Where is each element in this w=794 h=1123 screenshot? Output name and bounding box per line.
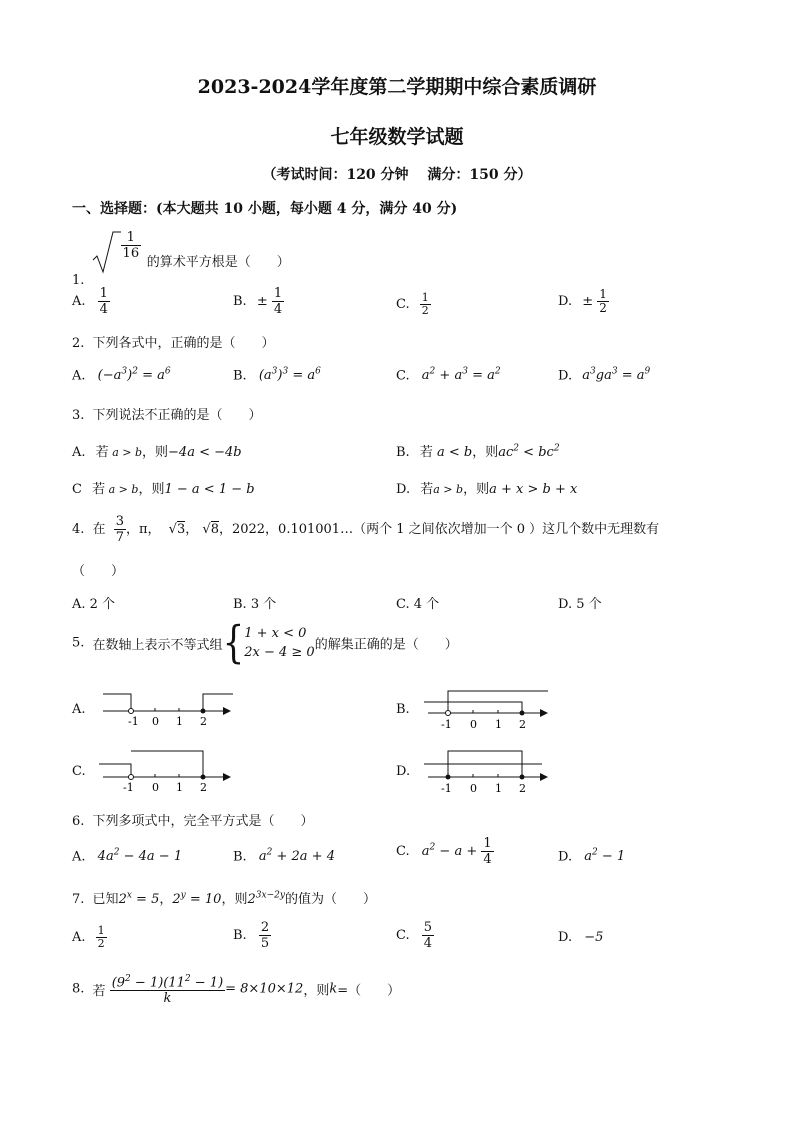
question-4: 4. 在 $\frac{3}{7}$ ，π， √3， √8，2022，0.101001…（两个 1 之间依次增加一个 0 ）这几个数中无理数有 (72, 514, 660, 545)
tick-label: 0 (152, 781, 159, 794)
q5-option-c-label[interactable]: C. (72, 764, 86, 779)
q2-option-b[interactable]: B. $(a^3)^3 = a^6$ (233, 367, 321, 384)
q2-option-a[interactable]: A. $(-a^3)^2 = a^6$ (72, 367, 171, 384)
question-5: 5. 在数轴上表示不等式组{1 + x < 0 2x − 4 ≥ 0的解集正确的是（ ） (72, 617, 458, 669)
q6-option-c[interactable]: C. $a^2 - a$ + $\frac{1}{4}$ (396, 836, 492, 867)
question-2: 2. 下列各式中，正确的是（ ） (72, 336, 275, 351)
q1-option-a[interactable]: A. $\frac{1}{4}$ (72, 286, 108, 317)
q8-fraction: $\frac{(9^2 - 1)(11^2 - 1)}{k}$ (111, 974, 224, 1007)
q3-option-c[interactable]: C 若 a > b，则1 − a < 1 − b (72, 482, 255, 497)
question-1 (72, 230, 290, 288)
section-heading: 一、选择题：(本大题共 10 小题，每小题 4 分，满分 40 分) (72, 201, 458, 217)
tick-label: -1 (441, 718, 452, 730)
q6-option-d[interactable]: D. $a^2 - 1$ (558, 848, 626, 865)
q4-option-b[interactable]: B. 3 个 (233, 597, 277, 612)
q2-option-c[interactable]: C. $a^2 + a^3 = a^2$ (396, 367, 501, 384)
q1-sqrt: $\frac{1}{16}$ (91, 230, 121, 274)
q4-option-c[interactable]: C. 4 个 (396, 597, 440, 612)
q1-option-b[interactable]: B. ± $\frac{1}{4}$ (233, 286, 283, 317)
q5-option-d-label[interactable]: D. (396, 764, 411, 779)
tick-label: 1 (176, 781, 183, 794)
tick-label: 2 (200, 715, 207, 728)
q6-option-b[interactable]: B. $a^2 + 2a + 4$ (233, 848, 335, 865)
exam-subject: 七年级数学试题 (330, 126, 464, 148)
sqrt-sign-icon (91, 230, 121, 274)
q3-option-a[interactable]: A. 若 a > b，则−4a < −4b (72, 445, 242, 460)
q1-number: 1. (72, 272, 85, 288)
question-8: 8. 若 $\frac{(9^2 - 1)(11^2 - 1)}{k}$ = 8×10×12，则k=（ ） (72, 974, 401, 1007)
q5-option-b-label[interactable]: B. (396, 702, 410, 717)
brace-icon: { (222, 617, 245, 669)
tick-label: 2 (519, 782, 526, 794)
tick-label: 1 (495, 782, 502, 794)
q7-option-b[interactable]: B. $\frac{2}{5}$ (233, 920, 270, 951)
tick-label: 1 (495, 718, 502, 730)
q4-option-d[interactable]: D. 5 个 (558, 597, 602, 612)
q1-option-d[interactable]: D. ± $\frac{1}{2}$ (558, 287, 607, 315)
question-7: 7. 已知$2^x = 5$，$2^y = 10$，则$2^{3x-2y}$的值为（ ） (72, 890, 376, 907)
number-line-a[interactable] (95, 688, 235, 730)
inequality-system: 1 + x < 0 2x − 4 ≥ 0 (244, 626, 315, 660)
tick-label: -1 (128, 715, 139, 728)
tick-label: 2 (200, 781, 207, 794)
q4-option-a[interactable]: A. 2 个 (72, 597, 116, 612)
number-line-d[interactable] (420, 746, 552, 794)
q7-option-c[interactable]: C. $\frac{5}{4}$ (396, 920, 433, 951)
tick-label: 1 (176, 715, 183, 728)
q2-option-d[interactable]: D. $a^3ga^3 = a^9$ (558, 367, 651, 384)
question-3: 3. 下列说法不正确的是（ ） (72, 408, 262, 423)
q6-option-a[interactable]: A. $4a^2 - 4a - 1$ (72, 848, 183, 865)
q1-text: 的算术平方根是（ ） (146, 254, 290, 270)
tick-label: 0 (470, 782, 477, 794)
number-line-c[interactable] (95, 748, 235, 794)
tick-label: -1 (441, 782, 452, 794)
q3-option-d[interactable]: D. 若a > b，则a + x > b + x (396, 482, 578, 497)
q1-option-c[interactable]: C. $\frac{1}{2}$ (396, 291, 429, 317)
tick-label: -1 (123, 781, 134, 794)
tick-label: 0 (152, 715, 159, 728)
exam-info: （考试时间：120 分钟 满分：150 分） (262, 167, 532, 183)
tick-label: 2 (519, 718, 526, 730)
q7-option-d[interactable]: D. −5 (558, 930, 604, 945)
q7-option-a[interactable]: A. $\frac{1}{2}$ (72, 924, 105, 950)
tick-label: 0 (470, 718, 477, 730)
q3-option-b[interactable]: B. 若 a < b，则$ac^2 < bc^2$ (396, 443, 560, 460)
exam-title: 2023-2024学年度第二学期期中综合素质调研 (197, 76, 597, 98)
q5-option-a-label[interactable]: A. (72, 702, 86, 717)
q4-paren: （ ） (72, 564, 125, 579)
number-line-b[interactable] (420, 686, 552, 730)
question-6: 6. 下列多项式中，完全平方式是（ ） (72, 814, 314, 829)
